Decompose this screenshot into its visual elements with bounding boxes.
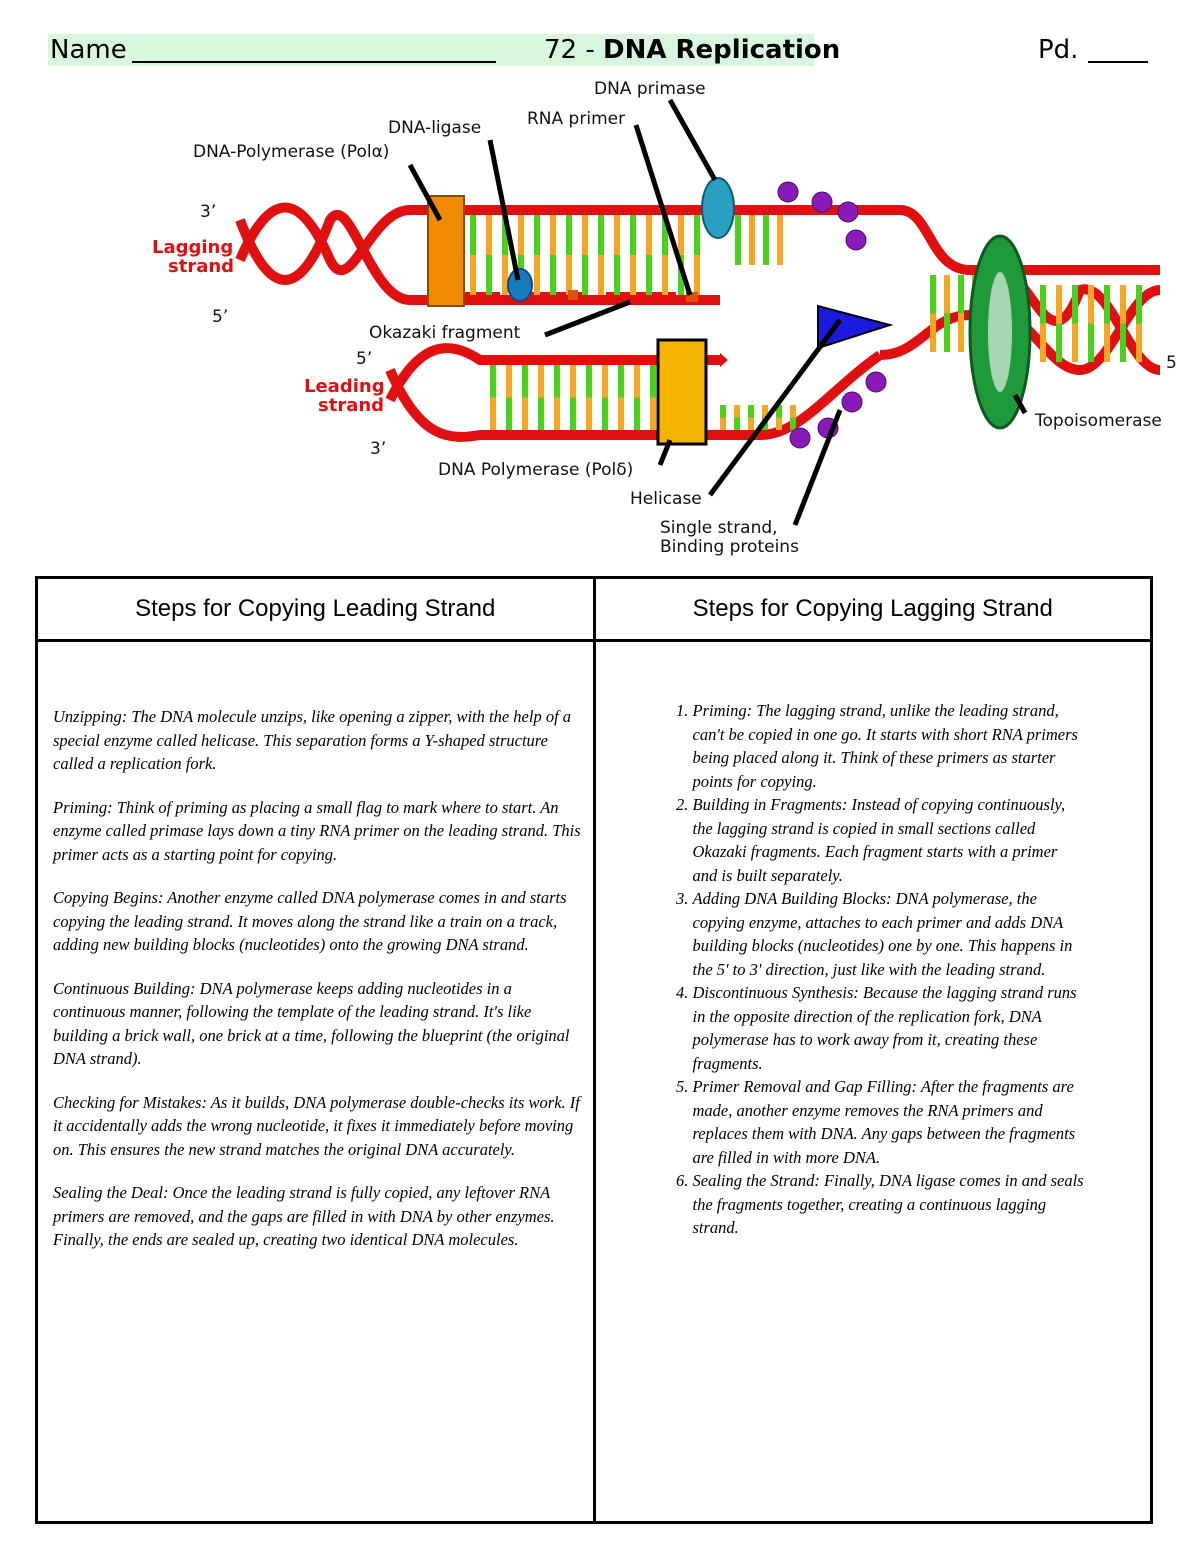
topoisomerase-label: Topoisomerase xyxy=(1035,411,1162,431)
leading-strand-cell xyxy=(37,641,595,1523)
lagging-step: 4. Discontinuous Synthesis: Because the lagging strand runs in the opposite direction of the replication fork, DNA polymerase has to work away from it, creating these fragments. xyxy=(693,981,1086,1075)
polymerase-delta-label: DNA Polymerase (Polδ) xyxy=(438,460,634,480)
lagging-step: 6. Sealing the Strand: Finally, DNA ligase comes in and seals the fragments together, creating a continuous lagging strand. xyxy=(693,1169,1086,1240)
okazaki-fragment-label: Okazaki fragment xyxy=(369,323,521,343)
five-prime-mid-label: 5’ xyxy=(356,349,373,369)
page-title: 72 - DNA Replication xyxy=(544,35,841,65)
three-prime-top-label: 3’ xyxy=(200,202,217,222)
steps-table xyxy=(35,576,1153,1524)
three-prime-bottom-label: 3’ xyxy=(370,439,387,459)
leading-step: Checking for Mistakes: As it builds, DNA polymerase double-checks its work. If it accidentally adds the wrong nucleotide, it fixes it immediately before moving on. This ensures the new strand matches the original DNA accurately. xyxy=(53,1092,580,1159)
leading-strand-label-2: strand xyxy=(318,395,385,416)
lagging-strand-header: Steps for Copying Lagging Strand xyxy=(594,578,1152,641)
leading-step: Unzipping: The DNA molecule unzips, like opening a zipper, with the help of a special enzyme called helicase. This separation forms a Y-shaped structure called a replication fork. xyxy=(53,707,572,773)
lagging-step: 3. Adding DNA Building Blocks: DNA polymerase, the copying enzyme, attaches to each primer and adds DNA building blocks (nucleotides) one by one. This happens in the 5' to 3' direction, just like with the leading strand. xyxy=(693,887,1086,981)
helicase-label: Helicase xyxy=(630,489,702,509)
dna-primase-label: DNA primase xyxy=(594,79,706,99)
name-label: Name xyxy=(50,35,127,65)
leading-strand-label: Leading xyxy=(304,376,385,397)
polymerase-delta-shape xyxy=(658,340,706,444)
rna-primer-label: RNA primer xyxy=(527,109,626,129)
lagging-strand-label-2: strand xyxy=(168,256,235,277)
period-label: Pd. xyxy=(1038,35,1079,65)
leading-strand-header: Steps for Copying Leading Strand xyxy=(37,578,595,641)
leading-base-pairs xyxy=(490,365,796,430)
polymerase-alpha-label: DNA-Polymerase (Polα) xyxy=(193,142,390,162)
name-field-line[interactable] xyxy=(132,61,496,63)
helicase-shape xyxy=(818,306,890,348)
lagging-steps-list xyxy=(597,699,1086,1240)
lagging-step: 2. Building in Fragments: Instead of copying continuously, the lagging strand is copied in small sections called Okazaki fragments. Each fragment starts with a primer and is built separately. xyxy=(693,793,1086,887)
lagging-step: 5. Primer Removal and Gap Filling: After the fragments are made, another enzyme removes the RNA primers and replaces them with DNA. Any gaps between the fragments are filled in with more DNA. xyxy=(693,1075,1086,1169)
dna-ligase-label: DNA-ligase xyxy=(388,118,482,138)
period-field-line[interactable] xyxy=(1088,61,1148,63)
lagging-strand-label: Lagging xyxy=(152,237,234,258)
lagging-step: 1. Priming: The lagging strand, unlike the leading strand, can't be copied in one go. It starts with short RNA primers being placed along it. Think of these primers as starter points for copying. xyxy=(693,699,1086,793)
five-prime-top-label: 5’ xyxy=(212,307,229,327)
leading-step: Sealing the Deal: Once the leading strand is fully copied, any leftover RNA primers are removed, and the gaps are filled in with DNA by other enzymes. Finally, the ends are sealed up, creating two identical DNA molecules. xyxy=(53,1183,555,1249)
dna-replication-diagram xyxy=(0,70,1200,570)
right-edge-label: 5 xyxy=(1166,353,1177,373)
lagging-strand-cell xyxy=(594,641,1152,1523)
leading-step: Copying Begins: Another enzyme called DNA polymerase comes in and starts copying the leading strand. It moves along the strand like a train on a track, adding new building blocks (nucleotides) onto the growing DNA strand. xyxy=(53,888,567,954)
leading-step: Continuous Building: DNA polymerase keeps adding nucleotides in a continuous manner, following the template of the leading strand. It's like building a brick wall, one brick at a time, following the blueprint (the original DNA strand). xyxy=(53,978,570,1068)
worksheet-header xyxy=(48,34,841,66)
ssb-label-2: Binding proteins xyxy=(660,537,799,557)
leading-step: Priming: Think of priming as placing a small flag to mark where to start. An enzyme called primase lays down a tiny RNA primer on the leading strand. This primer acts as a starting point for copying. xyxy=(53,797,581,864)
ssb-label-1: Single strand, xyxy=(660,518,778,538)
primase-shape xyxy=(702,178,734,238)
ligase-shape xyxy=(508,269,532,301)
